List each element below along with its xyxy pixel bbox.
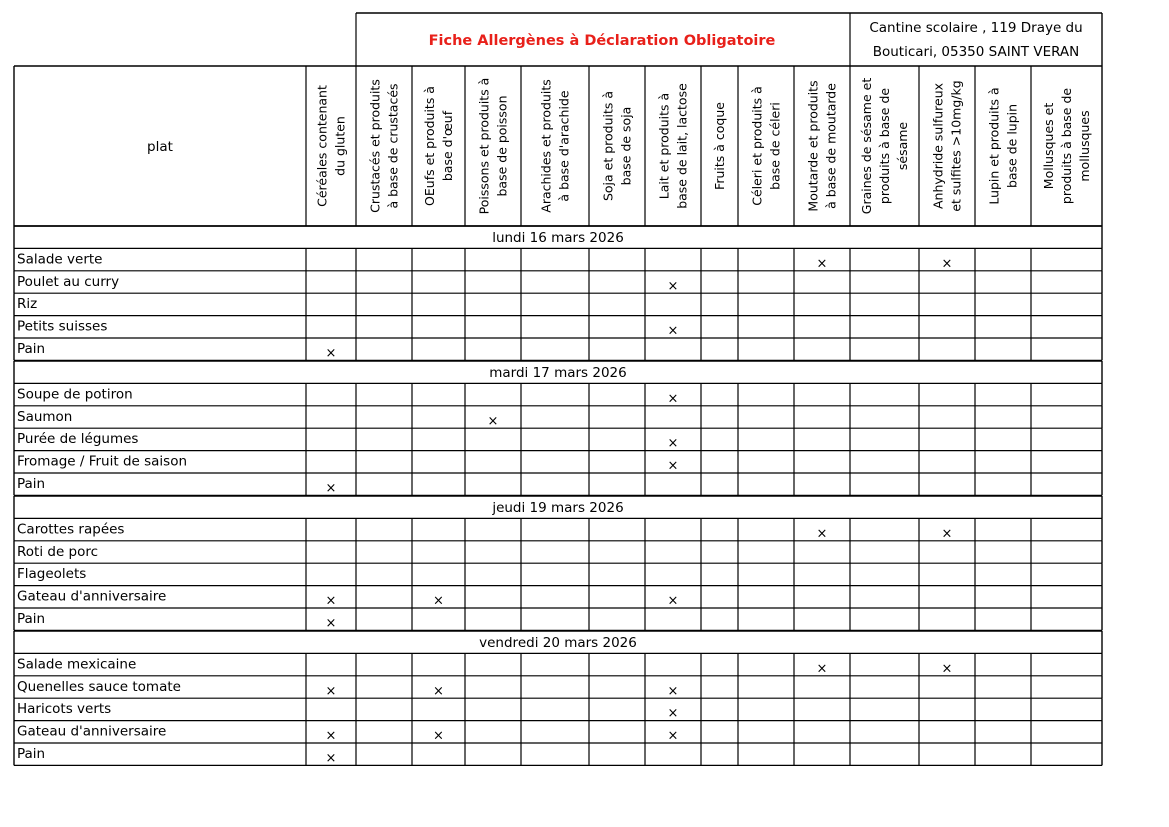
allergen-header-line: Arachides et produits — [538, 79, 554, 213]
allergen-header-line: Fruits à coque — [712, 102, 727, 190]
dish-name: Salade mexicaine — [17, 656, 137, 673]
allergen-mark: × — [433, 593, 444, 609]
allergen-header-line: Lait et produits à — [656, 92, 672, 200]
allergen-mark: × — [433, 683, 444, 699]
table-body — [17, 230, 952, 766]
allergen-header-line: OEufs et produits à — [422, 86, 437, 206]
address-line-2: Bouticari, 05350 SAINT VERAN — [872, 44, 1080, 60]
allergen-header-line: base de poisson — [494, 95, 510, 197]
allergen-mark: × — [325, 346, 337, 361]
allergen-mark: × — [941, 256, 953, 272]
allergen-header-line: à base d'arachide — [556, 90, 572, 202]
allergen-mark: × — [941, 661, 953, 677]
allergen-header-line: base de céleri — [767, 102, 783, 190]
allergen-header-line: à base de moutarde — [823, 83, 839, 209]
allergen-mark: × — [667, 706, 679, 722]
dish-name: Salade verte — [17, 251, 103, 268]
address-line-1: Cantine scolaire , 119 Draye du — [869, 20, 1083, 36]
allergen-mark: × — [325, 751, 337, 766]
dish-name: Roti de porc — [17, 543, 99, 560]
allergen-mark: × — [667, 278, 679, 294]
dish-name: Carottes rapées — [17, 521, 125, 538]
allergen-mark: × — [667, 593, 679, 609]
allergen-header-line: base de lait, lactose — [674, 83, 690, 209]
allergen-mark: × — [667, 683, 679, 699]
allergen-header-line: sésame — [895, 121, 910, 171]
allergen-header-line: Mollusques et — [1041, 102, 1056, 190]
allergen-header-line: Crustacés et produits — [367, 79, 383, 213]
dish-name: Riz — [17, 296, 38, 313]
dish-name: Purée de légumes — [17, 431, 139, 448]
day-label: vendredi 20 mars 2026 — [479, 635, 637, 651]
allergen-header-line: et sulfites >10mg/kg — [948, 80, 964, 212]
allergen-mark: × — [433, 728, 444, 744]
dish-name: Haricots verts — [17, 701, 112, 718]
day-label: jeudi 19 mars 2026 — [492, 500, 624, 516]
dish-name: Pain — [17, 746, 46, 762]
allergen-mark: × — [325, 728, 337, 744]
allergen-mark: × — [325, 616, 337, 631]
allergen-mark: × — [941, 526, 953, 542]
allergen-header-line: produits à base de — [1059, 87, 1074, 205]
allergen-mark: × — [487, 413, 499, 429]
allergen-mark: × — [816, 661, 828, 677]
allergen-header-line: base d'œuf — [440, 110, 455, 182]
allergen-header-line: Moutarde et produits — [805, 80, 821, 212]
sheet-title: Fiche Allergènes à Déclaration Obligatoire — [428, 33, 776, 49]
dish-name: Poulet au curry — [17, 273, 120, 290]
day-label: mardi 17 mars 2026 — [489, 365, 627, 381]
allergen-mark: × — [667, 728, 679, 744]
allergen-header-line: produits à base de — [877, 87, 892, 205]
dish-name: Petits suisses — [17, 318, 108, 335]
allergen-header-line: base de soja — [618, 106, 634, 186]
allergen-mark: × — [667, 436, 679, 452]
dish-name: Pain — [17, 341, 46, 357]
dish-name: Pain — [17, 611, 46, 627]
allergen-mark: × — [325, 481, 337, 496]
dish-name: Saumon — [17, 408, 73, 425]
allergen-header-line: du gluten — [332, 116, 348, 176]
allergen-mark: × — [667, 391, 679, 407]
dish-column-header: plat — [147, 139, 173, 155]
allergen-header-line: Lupin et produits à — [986, 87, 1002, 205]
allergen-mark: × — [816, 256, 828, 272]
allergen-header-line: mollusques — [1077, 110, 1092, 182]
allergen-header-line: Graines de sésame et — [859, 77, 874, 215]
allergen-header-line: base de lupin — [1004, 103, 1020, 189]
dish-name: Gateau d'anniversaire — [17, 723, 167, 740]
allergen-mark: × — [325, 683, 337, 699]
allergen-header-line: Céleri et produits à — [749, 86, 765, 206]
allergen-mark: × — [816, 526, 828, 542]
dish-name: Fromage / Fruit de saison — [17, 453, 188, 470]
dish-name: Flageolets — [17, 566, 87, 583]
allergen-header-line: Soja et produits à — [600, 90, 616, 202]
allergen-header-line: Poissons et produits à — [476, 77, 492, 215]
allergen-header-line: à base de crustacés — [385, 83, 401, 209]
allergen-header-line: Céréales contenant — [314, 85, 330, 207]
allergen-mark: × — [325, 593, 337, 609]
allergen-header-line: Anhydride sulfureux — [930, 82, 946, 210]
allergen-mark: × — [667, 458, 679, 474]
allergen-mark: × — [667, 323, 679, 339]
dish-name: Pain — [17, 476, 46, 492]
day-label: lundi 16 mars 2026 — [492, 230, 624, 246]
dish-name: Soupe de potiron — [17, 386, 133, 403]
dish-name: Gateau d'anniversaire — [17, 588, 167, 605]
dish-name: Quenelles sauce tomate — [17, 678, 181, 695]
